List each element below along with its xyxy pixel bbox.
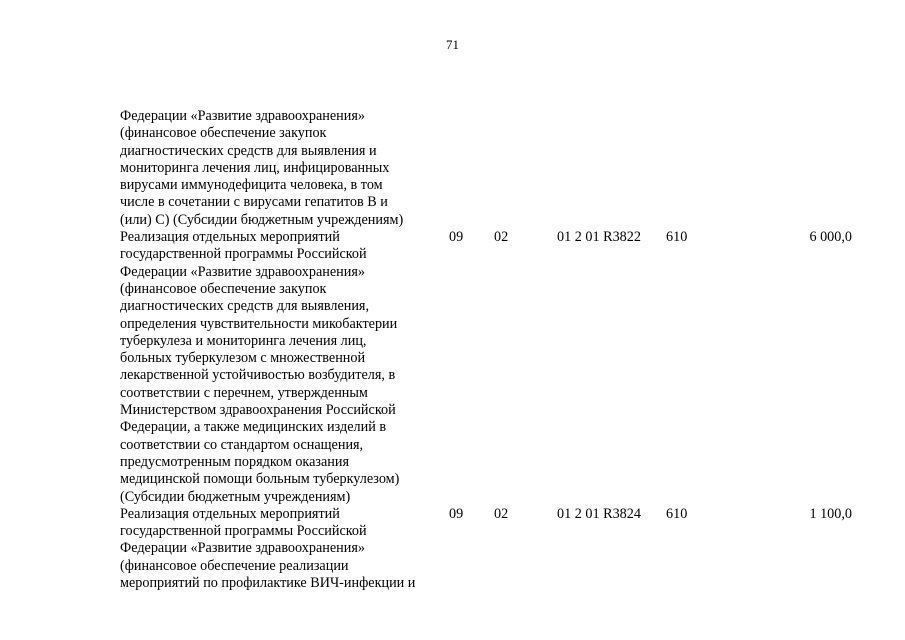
row-subsection: 02 — [494, 505, 509, 522]
row-description: Реализация отдельных мероприятий государственной программы Российской Федерации «Развитие здравоохранения» (финансовое обеспечение закупок диагностических средств для выявления, определения чувствительности микобактерии туберкулеза и мониторинга лечения лиц, больных туберкулезом с множественной лекарственной устойчивостью возбудителя, в соответствии с перечнем, утвержденным Министерством здравоохранения Российской Федерации, а также медицинских изделий в соответствии со стандартом оснащения, предусмотренным порядком оказания медицинской помощи больным туберкулезом) (Субсидии бюджетным учреждениям) — [120, 229, 400, 505]
row-target-code: 01 2 01 R3824 — [557, 505, 641, 522]
row-amount: 1 100,0 — [809, 505, 852, 522]
table-row — [0, 506, 905, 592]
budget-table — [0, 108, 905, 592]
row-target-code: 01 2 01 R3822 — [557, 229, 641, 246]
row-section: 09 — [449, 229, 464, 246]
row-amount: 6 000,0 — [809, 229, 852, 246]
page-number: 71 — [446, 37, 459, 52]
row-description: Реализация отдельных мероприятий государственной программы Российской Федерации «Развитие здравоохранения» (финансовое обеспечение реализации мероприятий по профилактике ВИЧ-инфекции и — [120, 505, 416, 592]
row-description: Федерации «Развитие здравоохранения» (финансовое обеспечение закупок диагностических средств для выявления и мониторинга лечения лиц, инфицированных вирусами иммунодефицита человека, в том числе в сочетании с вирусами гепатитов В и (или) С) (Субсидии бюджетным учреждениям) — [120, 108, 404, 228]
row-subsection: 02 — [494, 229, 509, 246]
row-expense-type: 610 — [666, 229, 688, 246]
table-row — [0, 108, 905, 229]
row-expense-type: 610 — [666, 505, 688, 522]
table-row — [0, 229, 905, 506]
row-section: 09 — [449, 505, 464, 522]
